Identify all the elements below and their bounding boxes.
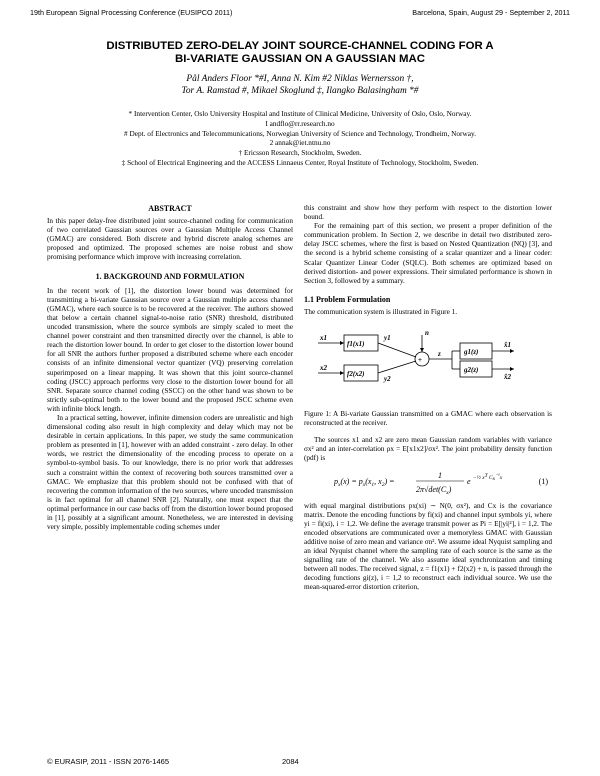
section-1-paragraph-1: In the recent work of [1], the distortion lower bound was determined for transmitting a bi-variate Gaussian source over a Gaussian multiple access channel (GMAC), where each source is to be recovered at the receiver. The authors showed that below a certain channel signal-to-noise ratio (SNR) threshold, distributed uncoded transmission, where the source symbols are simply scaled to meet the channel power constraint and then transmitted directly over the channel, is able to reach the distortion lower bound. In order to get closer to the distortion lower bound for all SNR the authors further proposed a distributed scheme where each encoder consists of an infinite dimensional vector quantizer (VQ) preserving correlation superimposed on a linear mapping. It was shown that this joint source-channel coding (JSCC) approach performs very close to the distortion lower bound for all SNR. Separate source channel coding (SSCC) on the other hand was shown to be strictly sub-optimal both to the lower bound and the proposed JSCC scheme even with infinite block length.	[47, 286, 293, 413]
email-1: I andflo@rr.research.no	[265, 118, 335, 128]
label-f2: f2(x2)	[347, 370, 365, 379]
subsection-heading: 1.1 Problem Formulation	[304, 294, 391, 304]
svg-text:1: 1	[438, 470, 442, 480]
paper-title	[0, 40, 600, 66]
label-n: n	[425, 329, 429, 338]
abstract-text: In this paper delay-free distributed joint source-channel coding for communication of two correlated Gaussian sources over a Gaussian Multiple Access Channel (GMAC) are considered. Both discrete and hybrid discrete analog schemes are proposed and optimized. The proposed schemes are noise robust and show promising performance which improve with increasing correlation.	[47, 217, 293, 262]
section-1-paragraph-2: In a practical setting, however, infinite dimension coders are unrealistic and high dimensional coding also result in high complexity and delay which may not be desirable in certain applications. In this paper, we study the same communication problem as presented in [1], however with an added constraint - zero delay. In other words, we restrict the dimensionality of the encoding process to operate on a symbol-to-symbol basis. To our knowledge, there is no prior work that addresses such a constraint within the context of recovering both sources transmitted over a GMAC. We emphasize that this problem should not be confused with that of recovering the common information of the two sources, where uncoded transmission is in fact optimal for all channel SNR [2]. Naturally, one must expect that the optimal performance in our case backs off from the distortion lower bound proposed in [1], possibly at a significant amount. Nonetheless, we are interested in devising very simple, possibly implementable coding schemes under	[47, 413, 293, 532]
conference-name: 19th European Signal Processing Conference (EUSIPCO 2011)	[30, 8, 233, 17]
affiliation-4: ‡ School of Electrical Engineering and the ACCESS Linnaeus Center, Royal Institute of Technology, Stockholm, Sweden.	[121, 157, 479, 167]
label-xhat2: x̂2	[504, 373, 511, 382]
authors-line-2: Tor A. Ramstad #, Mikael Skoglund ‡, Ilangko Balasingham *#	[181, 86, 419, 96]
author-list	[0, 73, 600, 97]
equation-1	[304, 468, 552, 498]
y2-line	[378, 361, 416, 373]
problem-paragraph-2: with equal marginal distributions px(xi) ∼ N(0, σx²), and Cx is the covariance matrix. Denote the encoding functions by fi(xi) and channel input symbols yi, where yi = fi(xi), i = 1,2. We define the average transmit power as Pi = E[|yi|²], i = 1,2. The encoded observations are communicated over a memoryless GMAC with Gaussian additive noise of zero mean and variance σn². We assume ideal Nyquist sampling and an ideal Nyquist channel where the sampling rate of each source is the same as the signalling rate of the channel. We also assume ideal synchronization and timing between all nodes. The received signal, z = f1(x1) + f2(x2) + n, is passed through the decoding functions gi(z), i = 1,2 to reconstruct each individual source. We use the mean-squared-error distortion criterion,	[304, 501, 552, 592]
section-1-heading: 1. BACKGROUND AND FORMULATION	[95, 271, 245, 281]
abstract-heading: ABSTRACT	[148, 204, 192, 213]
footer-copyright: © EURASIP, 2011 - ISSN 2076-1465	[47, 757, 169, 766]
figure-caption: Figure 1: A Bi-variate Gaussian transmitted on a GMAC where each observation is reconstructed at the receiver.	[304, 410, 552, 428]
figure-intro: The communication system is illustrated in Figure 1.	[304, 307, 458, 316]
svg-text:e: e	[467, 476, 471, 486]
label-x2: x2	[320, 364, 327, 373]
label-y2: y2	[384, 375, 391, 384]
running-header	[30, 8, 570, 17]
label-g2: g2(z)	[464, 366, 479, 375]
affiliation-1: * Intervention Center, Oslo University Hospital and Institute of Clinical Medicine, University of Oslo, Oslo, Norway.	[128, 109, 472, 118]
label-g1: g1(z)	[464, 348, 479, 357]
label-xhat1: x̂1	[504, 341, 511, 350]
section-1-paragraph-4: For the remaining part of this section, we present a proper definition of the communication problem. In Section 2, we describe in detail two distributed zero-delay JSCC schemes, where the first is based on Nested Quantization (NQ) [3], and the second is a hybrid scheme consisting of a scalar quantizer and a linear coder: Scalar Quantizer Linear Coder (SQLC). Both schemes are optimized based on derived distortion- and power expressions. Their simulated performance is shown in Section 3, followed by a summary.	[304, 222, 552, 285]
affiliation-2: # Dept. of Electronics and Telecommunications, Norwegian University of Science and Technology, Trondheim, Norway.	[124, 128, 476, 138]
page-number: 2084	[282, 757, 299, 766]
svg-text:px(x) = px(x1, x2) =: $p_x(x) = p_x(x_1$, $x_2$) =	[334, 476, 395, 488]
label-f1: f1(x1)	[347, 340, 365, 349]
title-line-1: DISTRIBUTED ZERO-DELAY JOINT SOURCE-CHANNEL CODING FOR A	[106, 40, 494, 52]
svg-text:2π√det(Cx): $2\pi√\det(C_x)$	[416, 484, 452, 496]
affiliations	[0, 109, 600, 168]
left-column	[47, 204, 293, 532]
section-1-paragraph-3: this constraint and show how they perform with respect to the distortion lower bound.	[304, 204, 552, 222]
problem-paragraph-1: The sources x1 and x2 are zero mean Gaussian random variables with variance σx² and an inter-correlation ρx = E[x1x2]/σx². The joint probability density function (pdf) is	[304, 436, 552, 463]
equation-1-number: (1)	[538, 476, 548, 486]
y1-line	[378, 343, 416, 357]
email-2: 2 annak@iet.ntnu.no	[269, 138, 331, 148]
label-plus: +	[418, 356, 422, 365]
system-block-diagram	[304, 323, 552, 408]
title-line-2: BI-VARIATE GAUSSIAN ON A GAUSSIAN MAC	[175, 53, 425, 65]
equation-1-formula	[334, 468, 534, 498]
conference-location: Barcelona, Spain, August 29 - September 2, 2011	[412, 8, 570, 17]
label-z: z	[438, 350, 441, 359]
label-x1: x1	[320, 334, 327, 343]
right-column	[304, 204, 552, 592]
label-y1: y1	[384, 334, 391, 343]
svg-text:−½ xT Cx⁻¹x: −½ xT Cx⁻¹x	[473, 472, 503, 482]
authors-line-1: Pål Anders Floor *#I, Anna N. Kim #2 Niklas Wernersson †,	[186, 74, 414, 84]
affiliation-3: † Ericsson Research, Stockholm, Sweden.	[238, 148, 362, 158]
